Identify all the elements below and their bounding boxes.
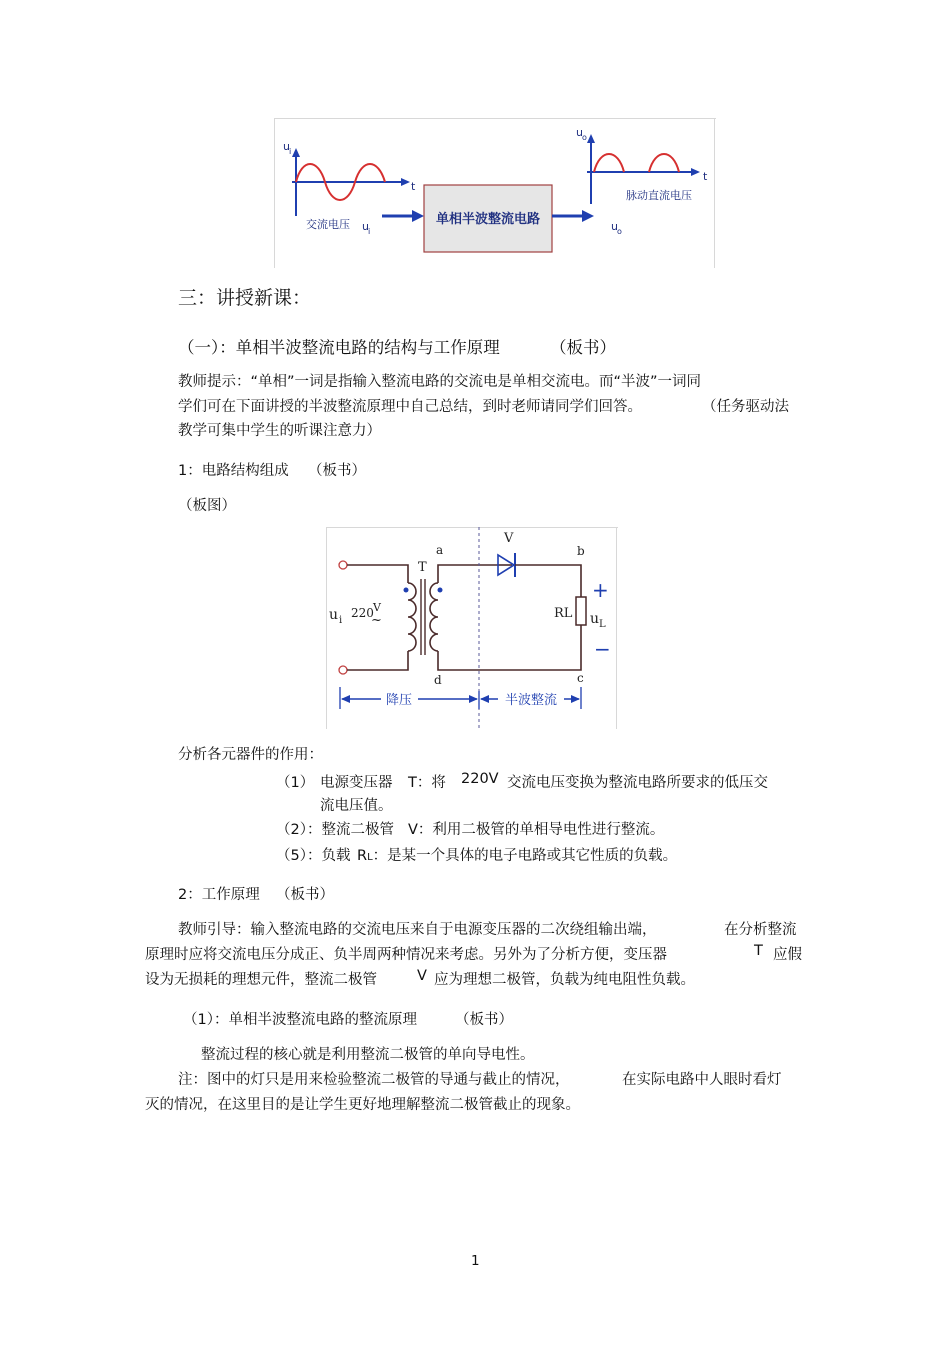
primary-polarity-dot bbox=[404, 588, 409, 593]
pulsating-dc-caption: 脉动直流电压 bbox=[626, 189, 692, 202]
uo-axis-arrowhead bbox=[587, 134, 595, 143]
primary-wire-top bbox=[347, 565, 408, 583]
analysis-1-text: 交流电压变换为整流电路所要求的低压交 bbox=[507, 775, 768, 791]
output-uo-label: u bbox=[611, 220, 618, 233]
node-b-label: b bbox=[577, 544, 585, 558]
board-figure-label: （板图） bbox=[178, 498, 236, 514]
guide-line-2c: 应假 bbox=[773, 947, 802, 963]
input-arrowhead bbox=[412, 210, 424, 222]
output-arrowhead bbox=[582, 210, 594, 222]
node-a-label: a bbox=[436, 543, 444, 557]
analysis-2-symbol: V：利用二极管的单相导电性进行整流。 bbox=[408, 822, 665, 838]
page-number: 1 bbox=[471, 1253, 480, 1269]
halfwave-label: 半波整流 bbox=[504, 693, 558, 708]
circuit-diagram bbox=[326, 527, 618, 729]
analysis-5-symbol bbox=[357, 844, 677, 865]
core-statement: 整流过程的核心就是利用整流二极管的单向导电性。 bbox=[201, 1047, 535, 1063]
analysis-1-symbol: T：将 bbox=[408, 775, 446, 791]
item-1-note: （板书） bbox=[308, 463, 366, 479]
transformer-T-label: T bbox=[418, 560, 427, 575]
guide-line-2a: 原理时应将交流电压分成正、负半周两种情况来考虑。另外为了分析方便，变压器 bbox=[145, 947, 667, 963]
uL-label: u bbox=[590, 611, 600, 627]
analysis-2-text: （2）：整流二极管 bbox=[276, 822, 394, 838]
voltage-220-label: 220 bbox=[351, 606, 374, 620]
load-resistor bbox=[576, 597, 586, 625]
bottom-return-wire bbox=[438, 625, 581, 670]
output-uo-sub: o bbox=[617, 227, 622, 236]
output-t-axis-arrowhead bbox=[691, 168, 700, 176]
guide-line-3a: 设为无损耗的理想元件，整流二极管 bbox=[145, 972, 377, 988]
note-line-1b: 在实际电路中人眼时看灯 bbox=[622, 1072, 782, 1088]
input-t-axis-arrowhead bbox=[401, 178, 410, 186]
guide-line-3c: 应为理想二极管，负载为纯电阻性负载。 bbox=[434, 972, 695, 988]
analysis-1-number: （1） bbox=[276, 775, 315, 791]
teacher-tip-line-1: 教师提示：“单相”一词是指输入整流电路的交流电是单相交流电。而“半波”一词同 bbox=[178, 374, 702, 390]
RL-label: RL bbox=[554, 606, 573, 621]
secondary-polarity-dot bbox=[438, 588, 443, 593]
input-ui-sub: i bbox=[368, 227, 371, 236]
analysis-1-name: 电源变压器 bbox=[320, 775, 393, 791]
ui-axis-label: u bbox=[283, 140, 290, 153]
guide-line-1a: 教师引导：输入整流电路的交流电压来自于电源变压器的二次绕组输出端， bbox=[178, 922, 657, 938]
item-2-note: （板书） bbox=[276, 887, 334, 903]
primary-wire-bottom bbox=[347, 651, 408, 670]
ac-tilde-label: ~ bbox=[371, 613, 382, 628]
node-c-label: c bbox=[577, 671, 584, 685]
ui-label: u bbox=[329, 607, 339, 623]
uo-axis-label: u bbox=[576, 126, 583, 139]
ac-voltage-caption: 交流电压 bbox=[306, 218, 350, 231]
analysis-1-continued: 流电压值。 bbox=[320, 798, 393, 814]
teacher-tip-line-2a: 学们可在下面讲授的半波整流原理中自己总结，到时老师请同学们回答。 bbox=[178, 399, 642, 415]
analysis-5-text: （5）：负载 bbox=[276, 848, 351, 864]
minus-sign: − bbox=[594, 637, 611, 661]
input-ui-label: u bbox=[362, 220, 369, 233]
section-3-title: 三：讲授新课： bbox=[178, 287, 312, 309]
ui-sub-label: i bbox=[339, 615, 343, 626]
voltage-unit-label: V bbox=[373, 601, 381, 614]
input-t-label: t bbox=[411, 180, 416, 193]
node-d-label: d bbox=[434, 673, 442, 687]
block-diagram-figure bbox=[274, 118, 716, 268]
load-R-subscript: L bbox=[367, 852, 373, 863]
principle-subtitle-note: （板书） bbox=[455, 1012, 513, 1028]
ui-axis-sub: i bbox=[289, 147, 292, 156]
uo-axis-sub: o bbox=[582, 133, 587, 142]
load-description: ：是某一个具体的电子电路或其它性质的负载。 bbox=[372, 848, 678, 864]
teacher-tip-line-3: 教学可集中学生的听课注意力） bbox=[178, 423, 381, 439]
diode-to-load-wire bbox=[515, 565, 581, 597]
input-terminal-top bbox=[339, 561, 347, 569]
guide-line-1b: 在分析整流 bbox=[724, 922, 797, 938]
secondary-coil bbox=[430, 583, 438, 651]
stepdown-arrowhead-right bbox=[469, 695, 478, 703]
load-R: R bbox=[357, 848, 368, 864]
subsection-1-title: （一）：单相半波整流电路的结构与工作原理 bbox=[178, 338, 500, 357]
item-2-title: 2：工作原理 bbox=[178, 887, 260, 903]
primary-coil bbox=[408, 583, 416, 651]
halfwave-arrowhead-right bbox=[571, 695, 580, 703]
analysis-title: 分析各元器件的作用： bbox=[178, 747, 323, 763]
input-terminal-bottom bbox=[339, 666, 347, 674]
stepdown-label: 降压 bbox=[385, 693, 413, 708]
guide-line-2b: T bbox=[754, 943, 763, 959]
note-line-2: 灭的情况，在这里目的是让学生更好地理解整流二极管截止的现象。 bbox=[145, 1097, 580, 1113]
output-t-label: t bbox=[703, 170, 708, 183]
guide-line-3b: V bbox=[417, 968, 427, 984]
secondary-wire-top bbox=[438, 565, 498, 583]
principle-subtitle: （1）：单相半波整流电路的整流原理 bbox=[183, 1012, 417, 1028]
rectifier-box-label: 单相半波整流电路 bbox=[435, 212, 541, 227]
halfwave-arrowhead-left bbox=[480, 695, 489, 703]
analysis-1-value: 220V bbox=[461, 771, 499, 787]
stepdown-arrowhead-left bbox=[341, 695, 350, 703]
plus-sign: + bbox=[592, 578, 609, 602]
note-line-1a: 注：图中的灯只是用来检验整流二极管的导通与截止的情况， bbox=[178, 1072, 570, 1088]
pulsating-dc-wave bbox=[594, 154, 679, 172]
subsection-1-note: （板书） bbox=[550, 338, 616, 357]
uL-sub-label: L bbox=[599, 619, 606, 630]
item-1-title: 1：电路结构组成 bbox=[178, 463, 289, 479]
ui-axis-arrowhead bbox=[292, 148, 300, 157]
teacher-tip-line-2b: （任务驱动法 bbox=[702, 399, 789, 415]
diode-V-label: V bbox=[504, 531, 514, 546]
